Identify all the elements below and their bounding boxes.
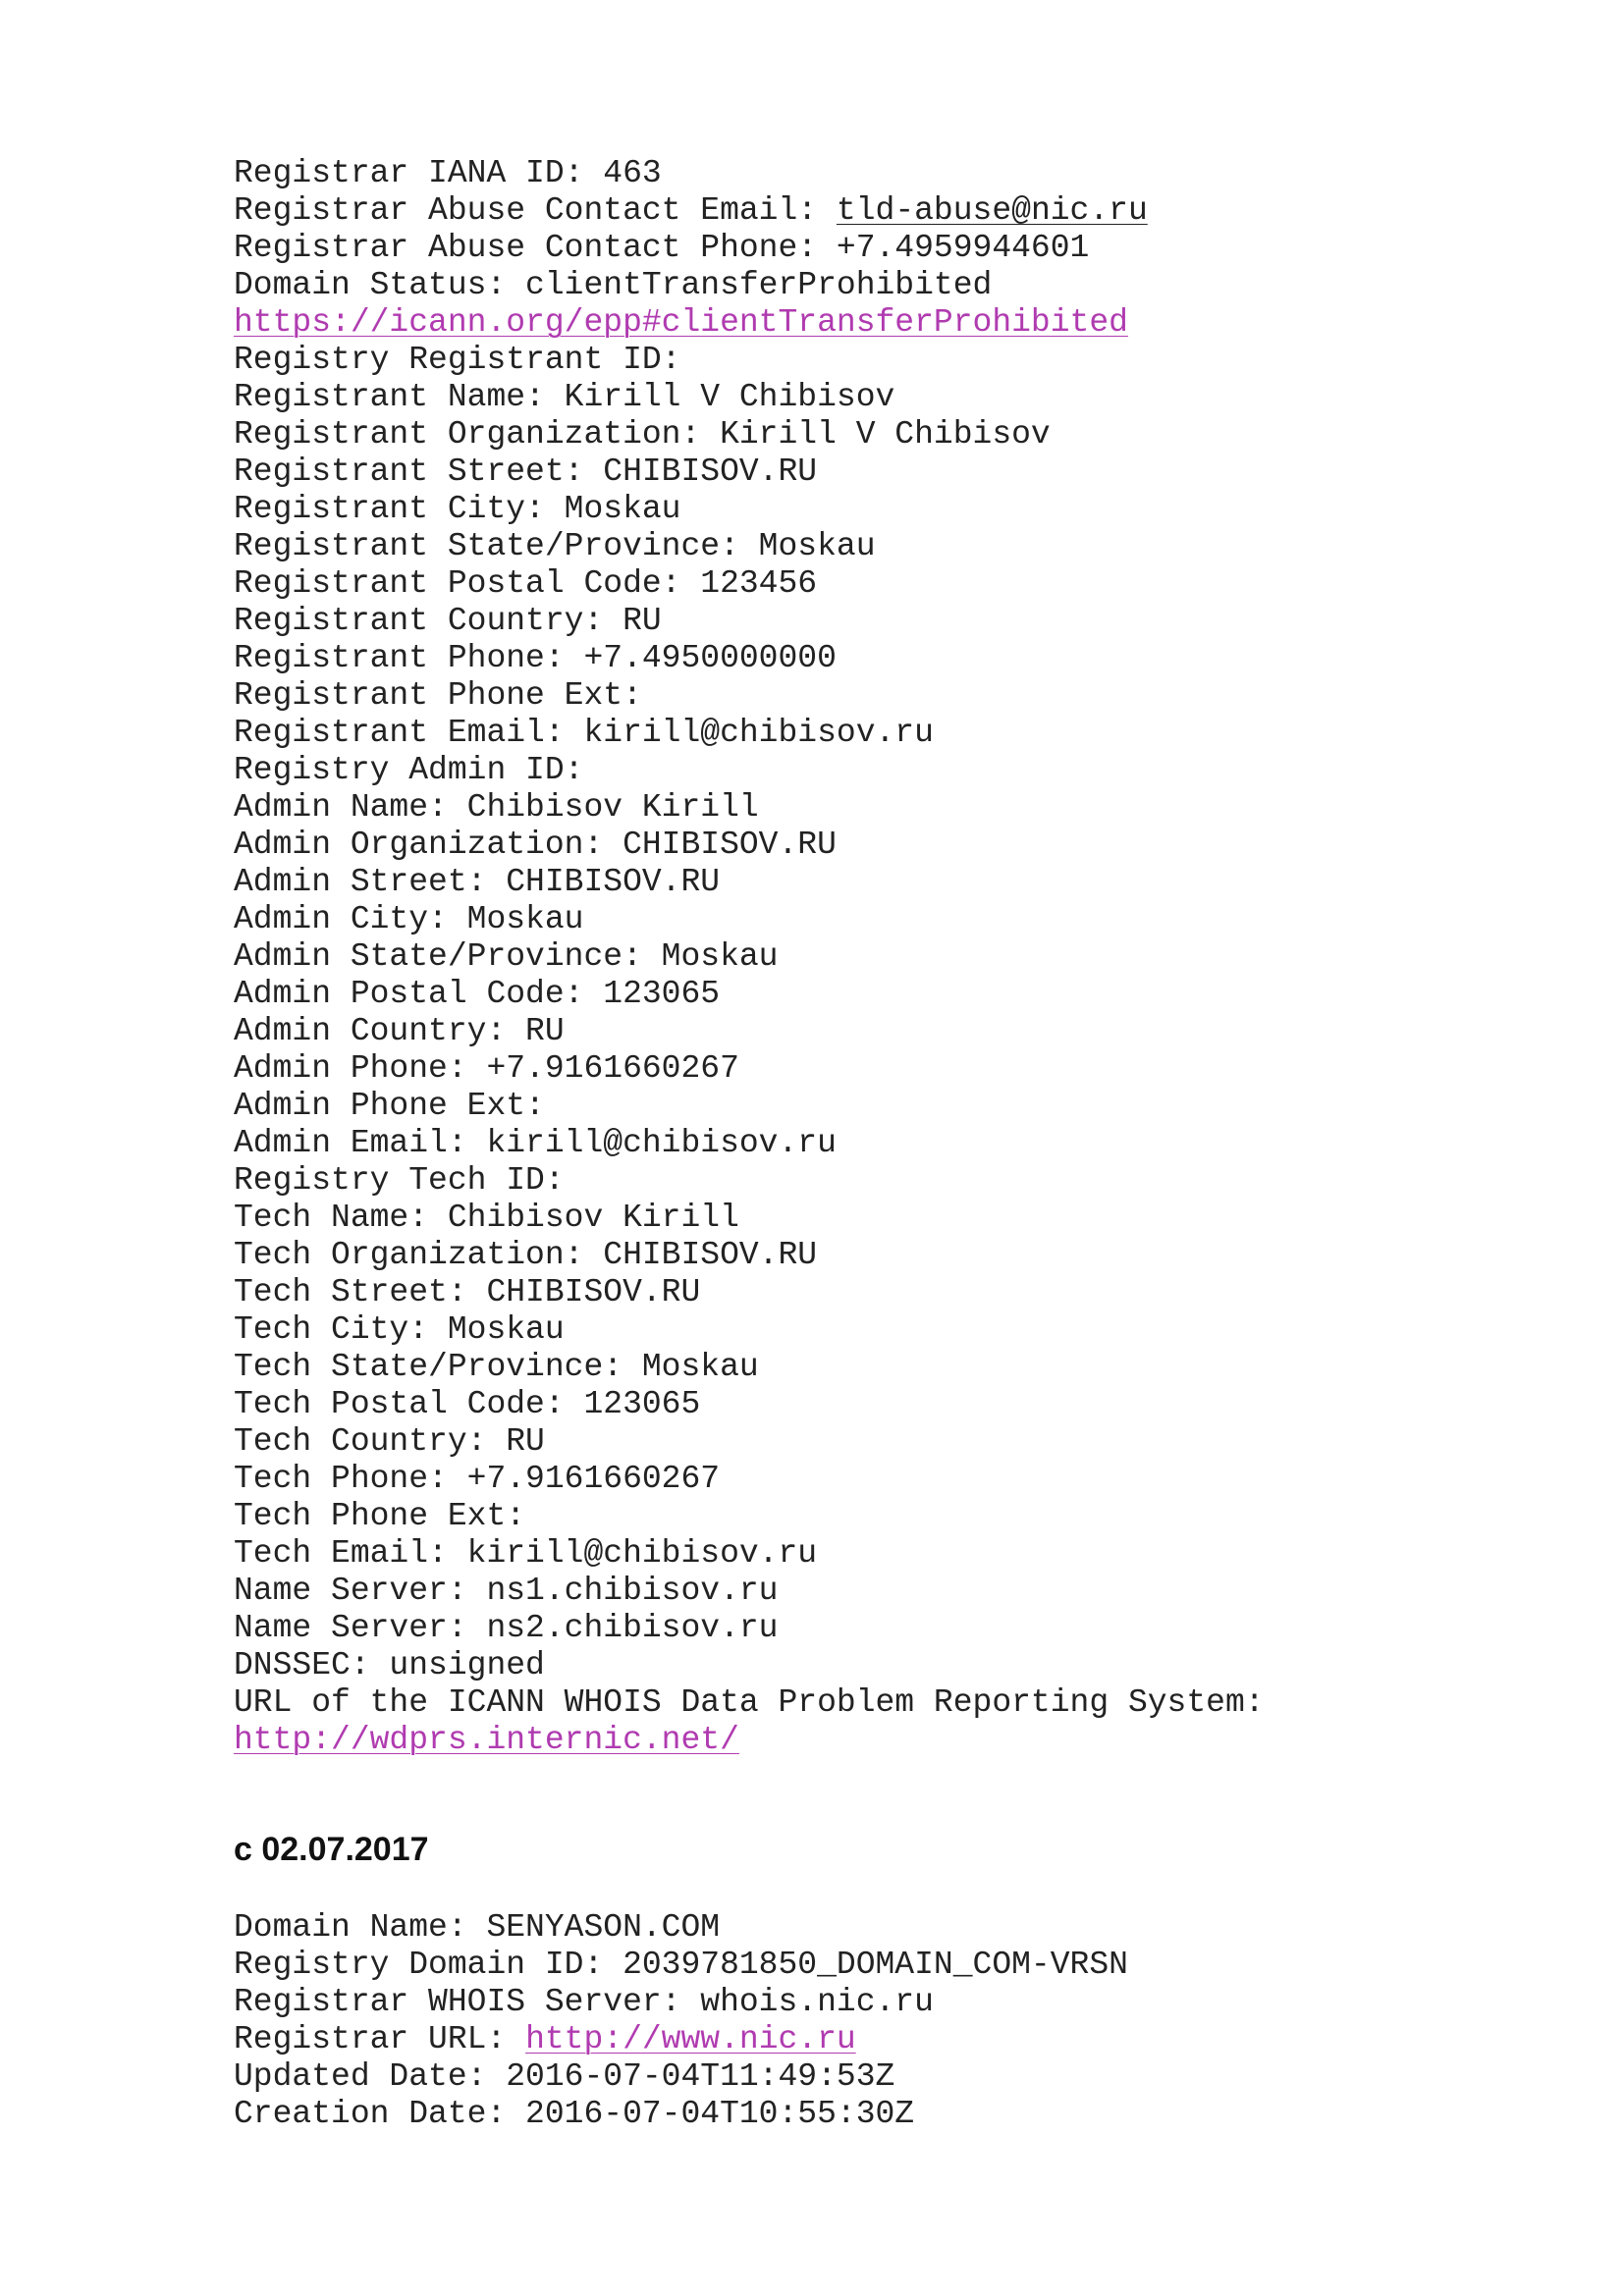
record-line: Tech Country: RU [234, 1423, 545, 1460]
record-line: Admin City: Moskau [234, 901, 584, 937]
wdprs-link[interactable]: http://wdprs.internic.net/ [234, 1722, 739, 1758]
record-line: Registrant Phone Ext: [234, 677, 642, 714]
record-line: Registrant Country: RU [234, 603, 662, 639]
record-line: Tech Phone: +7.9161660267 [234, 1461, 721, 1497]
record-line: Registrant Postal Code: 123456 [234, 565, 818, 602]
record-line: Tech Name: Chibisov Kirill [234, 1200, 739, 1236]
registry-domain-id: Registry Domain ID: 2039781850_DOMAIN_COM-VRSN [234, 1947, 1128, 1983]
status-line [234, 304, 1589, 342]
record-line: Registrant State/Province: Moskau [234, 528, 876, 564]
record-line: Admin Name: Chibisov Kirill [234, 789, 759, 826]
whois-record-1 [234, 155, 1589, 1759]
record-line: Admin Phone: +7.9161660267 [234, 1050, 739, 1087]
record-line: Registry Tech ID: [234, 1162, 565, 1199]
domain-name: Domain Name: SENYASON.COM [234, 1909, 721, 1946]
record-line: Admin Phone Ext: [234, 1088, 545, 1124]
record-line: Tech Phone Ext: [234, 1498, 526, 1534]
record-line: Registrant Name: Kirill V Chibisov [234, 379, 895, 415]
domain-status: Domain Status: clientTransferProhibited [234, 267, 993, 303]
wdprs-line [234, 1722, 1589, 1759]
record-line: Tech Email: kirill@chibisov.ru [234, 1535, 818, 1572]
section-heading: c 02.07.2017 [234, 1831, 429, 1868]
registrar-url-label: Registrar URL: [234, 2021, 526, 2057]
record-line: Tech State/Province: Moskau [234, 1349, 759, 1385]
record-line: Admin Country: RU [234, 1013, 565, 1049]
abuse-email-line [234, 192, 1589, 230]
record-line: Tech Street: CHIBISOV.RU [234, 1274, 701, 1310]
status-link[interactable]: https://icann.org/epp#clientTransferProhibited [234, 304, 1128, 341]
abuse-phone: Registrar Abuse Contact Phone: +7.4959944601 [234, 230, 1090, 266]
record-line: Registry Admin ID: [234, 752, 584, 788]
record-line: URL of the ICANN WHOIS Data Problem Reporting System: [234, 1684, 1265, 1721]
record-line: Admin Email: kirill@chibisov.ru [234, 1125, 837, 1161]
registrar-url-line [234, 2021, 1589, 2058]
record-line: Registrant Street: CHIBISOV.RU [234, 454, 818, 490]
record-line: Name Server: ns2.chibisov.ru [234, 1610, 779, 1646]
registrar-whois-server: Registrar WHOIS Server: whois.nic.ru [234, 1984, 934, 2020]
record-line: Tech City: Moskau [234, 1311, 565, 1348]
record-line: Tech Organization: CHIBISOV.RU [234, 1237, 818, 1273]
record-line: DNSSEC: unsigned [234, 1647, 545, 1683]
record-line: Admin State/Province: Moskau [234, 938, 779, 975]
record-line: Admin Street: CHIBISOV.RU [234, 864, 721, 900]
record-line: Registrant City: Moskau [234, 491, 681, 527]
abuse-email-label: Registrar Abuse Contact Email: [234, 192, 837, 229]
record-line: Admin Organization: CHIBISOV.RU [234, 827, 837, 863]
record-line: Admin Postal Code: 123065 [234, 976, 721, 1012]
record-line: Tech Postal Code: 123065 [234, 1386, 701, 1422]
registrar-url-link[interactable]: http://www.nic.ru [525, 2021, 856, 2057]
whois-record-2 [234, 1909, 1589, 2133]
registrar-iana-id: Registrar IANA ID: 463 [234, 155, 662, 191]
record-line: Registrant Email: kirill@chibisov.ru [234, 715, 934, 751]
record-line: Registry Registrant ID: [234, 342, 681, 378]
abuse-email-link[interactable]: tld-abuse@nic.ru [836, 192, 1148, 229]
record-line: Registrant Organization: Kirill V Chibisov [234, 416, 1051, 453]
record-line: Name Server: ns1.chibisov.ru [234, 1573, 779, 1609]
updated-date: Updated Date: 2016-07-04T11:49:53Z [234, 2058, 895, 2095]
creation-date: Creation Date: 2016-07-04T10:55:30Z [234, 2096, 915, 2132]
record-line: Registrant Phone: +7.4950000000 [234, 640, 837, 676]
